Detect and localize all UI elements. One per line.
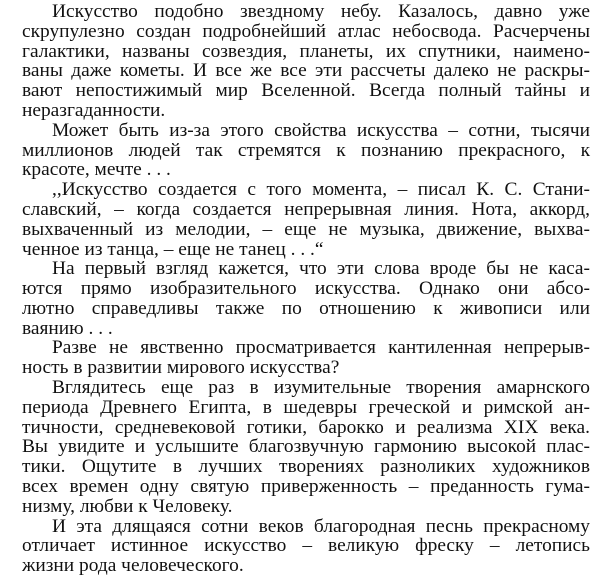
text-line: выхваченный из мелодии, – еще не музыка, движение, выхва- bbox=[22, 218, 590, 240]
text-line: миллионов людей так стремятся к познанию прекрасного, к bbox=[22, 139, 590, 161]
text-line: На первый взгляд кажется, что эти слова вроде бы не каса- bbox=[52, 258, 590, 280]
text-line: галактики, названы созвездия, планеты, их спутники, наимено- bbox=[22, 40, 590, 62]
text-line: жизни рода человеческого. bbox=[22, 555, 244, 577]
text-line: ность в развитии мирового искусства? bbox=[22, 357, 340, 379]
text-line: Вы увидите и услышите благозвучную гармонию высокой плас- bbox=[22, 436, 590, 458]
text-line: ,,Искусство создается с того момента, – писал К. С. Стани- bbox=[52, 179, 590, 201]
text-line: красоте, мечте . . . bbox=[22, 159, 171, 181]
text-line: тичности, средневековой готики, барокко и реализма XIX века. bbox=[22, 416, 590, 438]
text-line: вают непостижимый мир Вселенной. Всегда полный тайны и bbox=[22, 80, 590, 102]
text-line: периода Древнего Египта, в шедевры греческой и римской ан- bbox=[22, 396, 590, 418]
text-line: Может быть из-за этого свойства искусства – сотни, тысячи bbox=[52, 119, 590, 141]
text-line: ются прямо изобразительного искусства. Однако они абсо- bbox=[22, 278, 590, 300]
text-line: отличает истинное искусство – великую фреску – летопись bbox=[22, 535, 590, 557]
text-line: И эта длящаяся сотни веков благородная песнь прекрасному bbox=[52, 515, 590, 537]
text-line: ваянию . . . bbox=[22, 317, 113, 339]
text-line: неразгаданности. bbox=[22, 99, 166, 121]
text-line: ченное из танца, – еще не танец . . .“ bbox=[22, 238, 324, 260]
text-line: тики. Ощутите в лучших творениях разноликих художников bbox=[22, 456, 590, 478]
text-line: Вглядитесь еще раз в изумительные творения амарнского bbox=[52, 377, 590, 399]
text-line: лютно справедливы также по отношению к живописи или bbox=[22, 297, 590, 319]
text-line: низму, любви к Человеку. bbox=[22, 495, 233, 517]
text-line: Разве не явственно просматривается кантиленная непрерыв- bbox=[52, 337, 590, 359]
text-line: славский, – когда создается непрерывная линия. Нота, аккорд, bbox=[22, 198, 590, 220]
text-line: Искусство подобно звездному небу. Казалось, давно уже bbox=[52, 1, 590, 22]
text-line: ваны даже кометы. И все же все эти рассчеты далеко не раскры- bbox=[22, 60, 590, 82]
text-line: скрупулезно создан подробнейший атлас небосвода. Расчерчены bbox=[22, 20, 590, 42]
text-line: всех времен одну святую приверженность – преданность гума- bbox=[22, 476, 590, 498]
